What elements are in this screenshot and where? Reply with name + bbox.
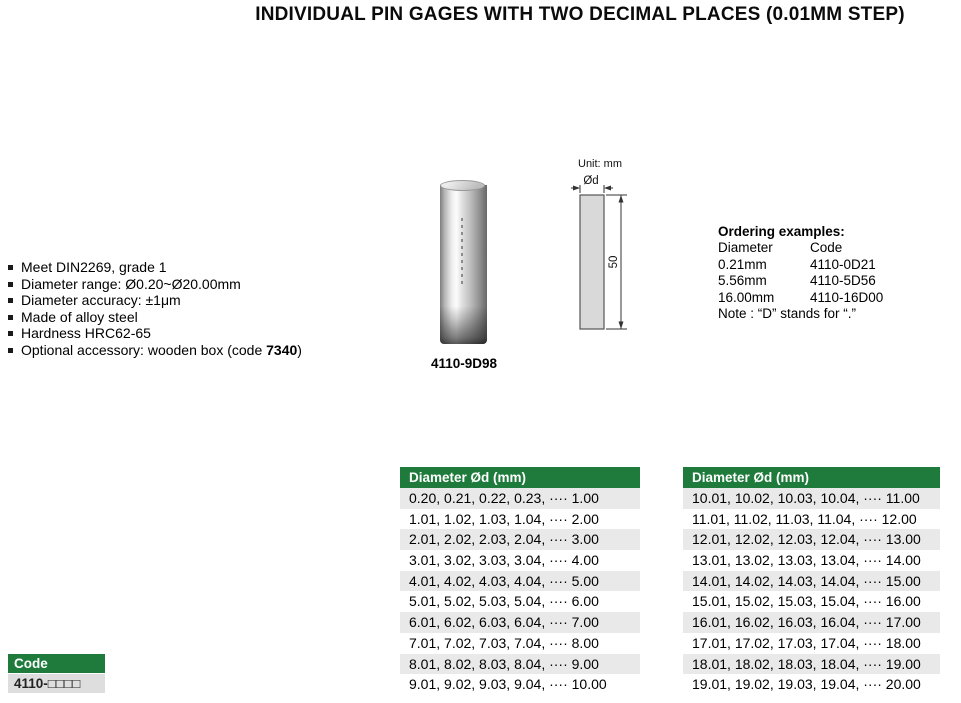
optional-accessory-code: 7340: [266, 341, 298, 358]
arrowhead-right: [604, 186, 611, 191]
dimension-drawing: [570, 155, 650, 345]
table-header: Diameter Ød (mm): [683, 467, 940, 488]
ordering-col-diameter: Diameter: [718, 240, 773, 256]
diameter-table-right: [683, 467, 940, 695]
pin-top-face: [440, 180, 485, 191]
ordering-diameter: 5.56mm: [718, 273, 767, 289]
bullet-square-icon: [8, 265, 13, 270]
feature-text: Diameter range: Ø0.20~Ø20.00mm: [21, 275, 241, 292]
table-row: 0.20, 0.21, 0.22, 0.23, ···· 1.00: [400, 488, 640, 509]
table-row: 5.01, 5.02, 5.03, 5.04, ···· 6.00: [400, 591, 640, 612]
feature-list: [8, 259, 302, 359]
feature-items: [8, 259, 302, 342]
optional-accessory-prefix: Optional accessory: wooden box (code: [21, 341, 267, 358]
pin-outline-rect: [580, 195, 604, 329]
ordering-code: 4110-16D00: [810, 289, 884, 305]
feature-text: Diameter accuracy: ±1μm: [21, 292, 181, 309]
page-title: INDIVIDUAL PIN GAGES WITH TWO DECIMAL PLACES (0.01MM STEP): [255, 4, 905, 25]
feature-item: [8, 292, 302, 309]
bullet-square-icon: [8, 298, 13, 303]
ordering-col-code: Code: [810, 240, 843, 256]
feature-item: [8, 309, 302, 326]
ordering-title: Ordering examples:: [718, 224, 845, 239]
pin-body: [440, 185, 487, 344]
table-header: Diameter Ød (mm): [400, 467, 640, 488]
product-code-label: 4110-9D98: [430, 356, 498, 371]
ordering-diameter: 0.21mm: [718, 256, 767, 272]
ordering-row: [718, 290, 883, 306]
ordering-code: 4110-5D56: [810, 273, 876, 289]
table-row: 13.01, 13.02, 13.03, 13.04, ···· 14.00: [683, 550, 940, 571]
ordering-row: [718, 257, 883, 273]
bullet-square-icon: [8, 331, 13, 336]
feature-item-optional-accessory: [8, 342, 302, 359]
table-row: 19.01, 19.02, 19.03, 19.04, ···· 20.00: [683, 674, 940, 695]
table-row: 11.01, 11.02, 11.03, 11.04, ···· 12.00: [683, 509, 940, 530]
table-row: 4.01, 4.02, 4.03, 4.04, ···· 5.00: [400, 571, 640, 592]
feature-text: [21, 342, 302, 359]
pin-gage-photo: [440, 180, 487, 344]
table-row: 14.01, 14.02, 14.03, 14.04, ···· 15.00: [683, 571, 940, 592]
table-row: 9.01, 9.02, 9.03, 9.04, ···· 10.00: [400, 674, 640, 695]
arrowhead-left: [573, 186, 580, 191]
feature-text: Hardness HRC62-65: [21, 325, 151, 342]
ordering-examples: [718, 224, 883, 322]
ordering-row: [718, 273, 883, 289]
pin-engraving-marks: [461, 218, 463, 288]
diameter-table-left: [400, 467, 640, 695]
length-dim-label: 50: [608, 255, 620, 269]
bullet-square-icon: [8, 315, 13, 320]
feature-text: Made of alloy steel: [21, 308, 138, 325]
bullet-square-icon: [8, 282, 13, 287]
table-body-left: [400, 488, 640, 695]
ordering-header-row: [718, 240, 883, 256]
bullet-square-icon: [8, 348, 13, 353]
code-box: [8, 654, 105, 693]
ordering-code: 4110-0D21: [810, 256, 876, 272]
ordering-note: Note : “D” stands for “.”: [718, 306, 857, 322]
table-row: 1.01, 1.02, 1.03, 1.04, ···· 2.00: [400, 509, 640, 530]
feature-item: [8, 325, 302, 342]
table-row: 18.01, 18.02, 18.03, 18.04, ···· 19.00: [683, 654, 940, 675]
table-row: 6.01, 6.02, 6.03, 6.04, ···· 7.00: [400, 612, 640, 633]
table-row: 12.01, 12.02, 12.03, 12.04, ···· 13.00: [683, 529, 940, 550]
ordering-rows: [718, 257, 883, 306]
table-row: 10.01, 10.02, 10.03, 10.04, ···· 11.00: [683, 488, 940, 509]
feature-item: [8, 276, 302, 293]
table-row: 2.01, 2.02, 2.03, 2.04, ···· 3.00: [400, 529, 640, 550]
code-box-header: Code: [8, 654, 105, 673]
table-row: 3.01, 3.02, 3.03, 3.04, ···· 4.00: [400, 550, 640, 571]
arrowhead-up: [619, 195, 624, 203]
ordering-diameter: 16.00mm: [718, 289, 775, 305]
table-body-right: [683, 488, 940, 695]
feature-item: [8, 259, 302, 276]
table-row: 7.01, 7.02, 7.03, 7.04, ···· 8.00: [400, 633, 640, 654]
diameter-dim-label: Ød: [583, 175, 599, 187]
table-row: 17.01, 17.02, 17.03, 17.04, ···· 18.00: [683, 633, 940, 654]
table-row: 15.01, 15.02, 15.03, 15.04, ···· 16.00: [683, 591, 940, 612]
table-row: 8.01, 8.02, 8.03, 8.04, ···· 9.00: [400, 654, 640, 675]
table-row: 16.01, 16.02, 16.03, 16.04, ···· 17.00: [683, 612, 940, 633]
code-box-value: 4110-□□□□: [8, 674, 105, 693]
arrowhead-down: [619, 322, 624, 330]
unit-label: Unit: mm: [578, 158, 622, 170]
feature-text: Meet DIN2269, grade 1: [21, 259, 167, 275]
optional-accessory-suffix: ): [297, 341, 302, 358]
